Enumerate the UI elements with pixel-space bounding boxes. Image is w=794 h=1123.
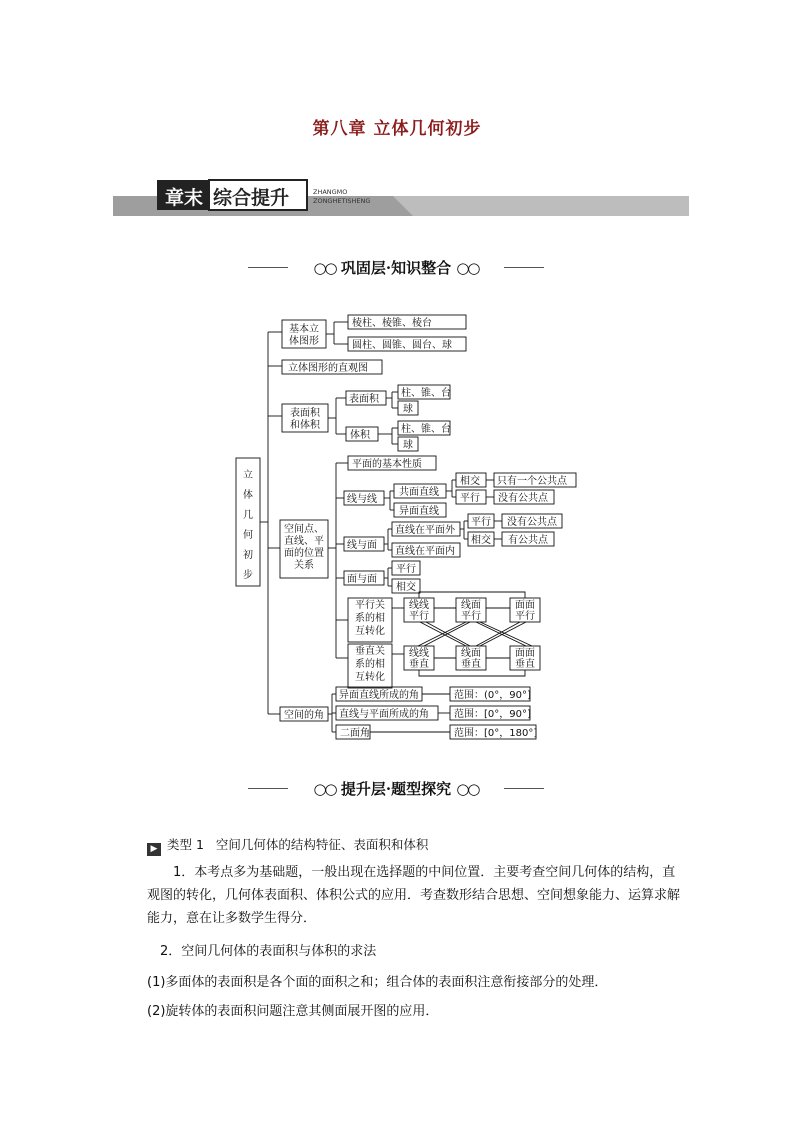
- type-title: 空间几何体的结构特征、表面积和体积: [215, 837, 429, 852]
- plane-plane: 面与面: [347, 574, 377, 585]
- par-trans-3: 互转化: [355, 626, 385, 637]
- par-trans-2: 系的相: [355, 613, 385, 624]
- root-char-4: 何: [243, 530, 253, 541]
- intersect-3: 相交: [396, 582, 416, 593]
- range-1: 范围：(0°，90°]: [454, 690, 531, 701]
- type-heading: [147, 835, 428, 856]
- root-char-1: 立: [243, 470, 253, 481]
- pp-perp-1: 面面: [515, 648, 535, 659]
- section-heading-2: [248, 778, 544, 798]
- area-volume-1: 表面积: [290, 408, 320, 419]
- root-char-2: 体: [243, 490, 253, 501]
- space-3: 面的位置: [284, 548, 324, 559]
- prism-line: 棱柱、棱锥、棱台: [352, 318, 432, 329]
- chapter-banner: [113, 178, 689, 216]
- range-2: 范围：[0°，90°]: [454, 709, 531, 720]
- lp-par-2: 平行: [461, 611, 481, 622]
- space-2: 直线、平: [284, 536, 324, 547]
- ring-icon: ○○: [313, 259, 336, 277]
- paragraph-4: (2)旋转体的表面积问题注意其侧面展开图的应用．: [147, 1004, 439, 1019]
- round-line: 圆柱、圆锥、圆台、球: [352, 340, 452, 351]
- ball-2: 球: [403, 440, 413, 451]
- root-char-3: 几: [243, 510, 253, 521]
- space-1: 空间点、: [284, 524, 324, 535]
- plane-props: 平面的基本性质: [352, 459, 422, 470]
- parallel-2: 平行: [471, 517, 491, 528]
- section-title-2: [248, 778, 544, 799]
- banner-main-2: 综合提升: [213, 187, 290, 209]
- lp-perp-2: 垂直: [461, 659, 481, 670]
- paragraph-2: 2．空间几何体的表面积与体积的求法: [160, 944, 377, 959]
- line-plane: 线与面: [347, 540, 377, 551]
- section1-text: 巩固层·知识整合: [340, 259, 452, 277]
- banner-bar-light: [393, 196, 689, 216]
- has-point: 有公共点: [508, 535, 548, 546]
- knowledge-diagram: [230, 308, 590, 744]
- range-3: 范围：[0°，180°]: [454, 728, 538, 739]
- surface-area: 表面积: [349, 394, 379, 405]
- root-char-5: 初: [243, 550, 253, 561]
- ring-icon: ○○: [456, 780, 479, 798]
- lp-perp-1: 线面: [461, 648, 481, 659]
- parallel-1: 平行: [460, 493, 480, 504]
- paragraph-1: 1．本考点多为基础题，一般出现在选择题的中间位置．主要考查空间几何体的结构，直观图的转化，几何体表面积、体积公式的应用．考查数形结合思想、空间想象能力、运算求解能力，意在让多数学生得分．: [147, 865, 681, 926]
- no-point-1: 没有公共点: [498, 493, 548, 504]
- line-out: 直线在平面外: [395, 525, 455, 536]
- lp-angle: 直线与平面所成的角: [339, 709, 429, 720]
- root-char-6: 步: [243, 570, 253, 581]
- ll-par-2: 平行: [409, 611, 429, 622]
- section-heading-1: [248, 257, 544, 277]
- banner-main-1: 章末: [165, 187, 204, 209]
- pp-par-1: 面面: [515, 600, 535, 611]
- ring-icon: ○○: [456, 259, 479, 277]
- lp-par-1: 线面: [461, 600, 481, 611]
- coplanar: 共面直线: [399, 487, 439, 498]
- section2-text: 提升层·题型探究: [340, 780, 452, 798]
- pp-par-2: 平行: [515, 611, 535, 622]
- intuitive: 立体图形的直观图: [288, 363, 368, 374]
- perp-trans-3: 互转化: [355, 672, 385, 683]
- pillar-2: 柱、锥、台: [401, 424, 451, 435]
- parallel-3: 平行: [396, 564, 416, 575]
- paragraph-3: (1)多面体的表面积是各个面的面积之和；组合体的表面积注意衔接部分的处理．: [147, 975, 608, 990]
- skew-angle: 异面直线所成的角: [339, 690, 419, 701]
- banner-pinyin-2: ZONGHETISHENG: [313, 197, 371, 205]
- ll-perp-2: 垂直: [409, 659, 429, 670]
- area-volume-2: 和体积: [290, 420, 320, 431]
- par-trans-1: 平行关: [355, 600, 385, 611]
- chapter-title: 第八章 立体几何初步: [312, 119, 482, 139]
- banner-pinyin-1: ZHANGMO: [313, 188, 348, 196]
- basic-shapes-1: 基本立: [289, 324, 319, 335]
- section-title-1: [248, 257, 544, 278]
- no-point-2: 没有公共点: [507, 517, 557, 528]
- dihedral: 二面角: [340, 728, 370, 739]
- ll-par-1: 线线: [409, 600, 429, 611]
- ll-perp-1: 线线: [409, 648, 429, 659]
- ball-1: 球: [403, 404, 413, 415]
- perp-trans-1: 垂直关: [355, 646, 385, 657]
- skew: 异面直线: [399, 506, 439, 517]
- type-label: 类型 1: [167, 837, 204, 852]
- basic-shapes-2: 体图形: [289, 336, 319, 347]
- one-point: 只有一个公共点: [497, 476, 567, 487]
- line-in: 直线在平面内: [395, 546, 455, 557]
- play-icon: ▶: [147, 843, 161, 856]
- angle: 空间的角: [284, 710, 324, 721]
- pillar-1: 柱、锥、台: [401, 388, 451, 399]
- perp-trans-2: 系的相: [355, 659, 385, 670]
- intersect-1: 相交: [460, 476, 480, 487]
- ring-icon: ○○: [313, 780, 336, 798]
- pp-perp-2: 垂直: [515, 659, 535, 670]
- line-line: 线与线: [347, 494, 377, 505]
- space-4: 关系: [294, 560, 314, 571]
- volume: 体积: [350, 430, 370, 441]
- intersect-2: 相交: [471, 535, 491, 546]
